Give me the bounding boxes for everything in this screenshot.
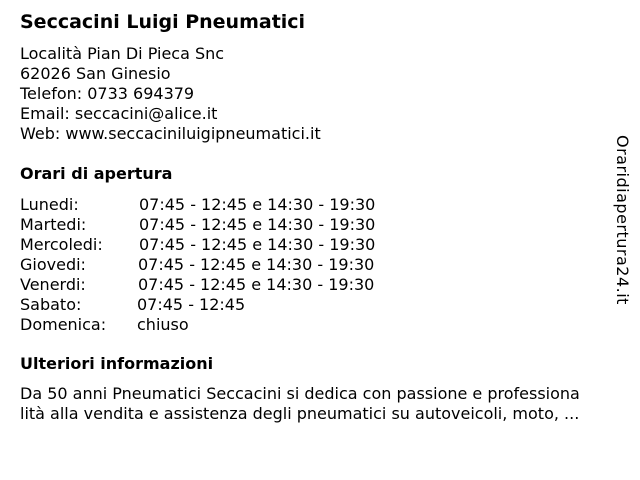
site-brand-watermark[interactable]: Oraridiapertura24.it bbox=[613, 135, 632, 305]
day-label: Domenica: bbox=[20, 315, 107, 334]
time-value: 07:45 - 12:45 e 14:30 - 19:30 bbox=[138, 255, 375, 274]
email-address[interactable]: Email: seccacini@alice.it bbox=[20, 104, 218, 123]
business-card bbox=[20, 0, 620, 480]
description-line-1: Da 50 anni Pneumatici Seccacini si dedica con passione e professiona bbox=[20, 384, 580, 403]
business-name: Seccacini Luigi Pneumatici bbox=[20, 11, 306, 33]
contact-block bbox=[20, 44, 321, 144]
day-label: Mercoledi: bbox=[20, 235, 103, 254]
business-description bbox=[20, 384, 630, 424]
day-label: Martedi: bbox=[20, 215, 87, 234]
time-value: 07:45 - 12:45 e 14:30 - 19:30 bbox=[139, 235, 376, 254]
day-label: Giovedi: bbox=[20, 255, 86, 274]
time-value: 07:45 - 12:45 bbox=[137, 295, 246, 314]
time-value: 07:45 - 12:45 e 14:30 - 19:30 bbox=[139, 195, 376, 214]
day-label: Sabato: bbox=[20, 295, 82, 314]
description-line-2: lità alla vendita e assistenza degli pneumatici su autoveicoli, moto, ... bbox=[20, 404, 580, 423]
more-info-title: Ulteriori informazioni bbox=[20, 354, 214, 373]
time-value: chiuso bbox=[137, 315, 189, 334]
address-street: Località Pian Di Pieca Snc bbox=[20, 44, 225, 63]
time-value: 07:45 - 12:45 e 14:30 - 19:30 bbox=[139, 215, 376, 234]
day-label: Lunedi: bbox=[20, 195, 79, 214]
opening-hours-title: Orari di apertura bbox=[20, 164, 173, 183]
time-value: 07:45 - 12:45 e 14:30 - 19:30 bbox=[138, 275, 375, 294]
website-link[interactable]: Web: www.seccaciniluigipneumatici.it bbox=[20, 124, 321, 143]
day-label: Venerdi: bbox=[20, 275, 86, 294]
phone-number[interactable]: Telefon: 0733 694379 bbox=[20, 84, 195, 103]
address-city: 62026 San Ginesio bbox=[20, 64, 171, 83]
